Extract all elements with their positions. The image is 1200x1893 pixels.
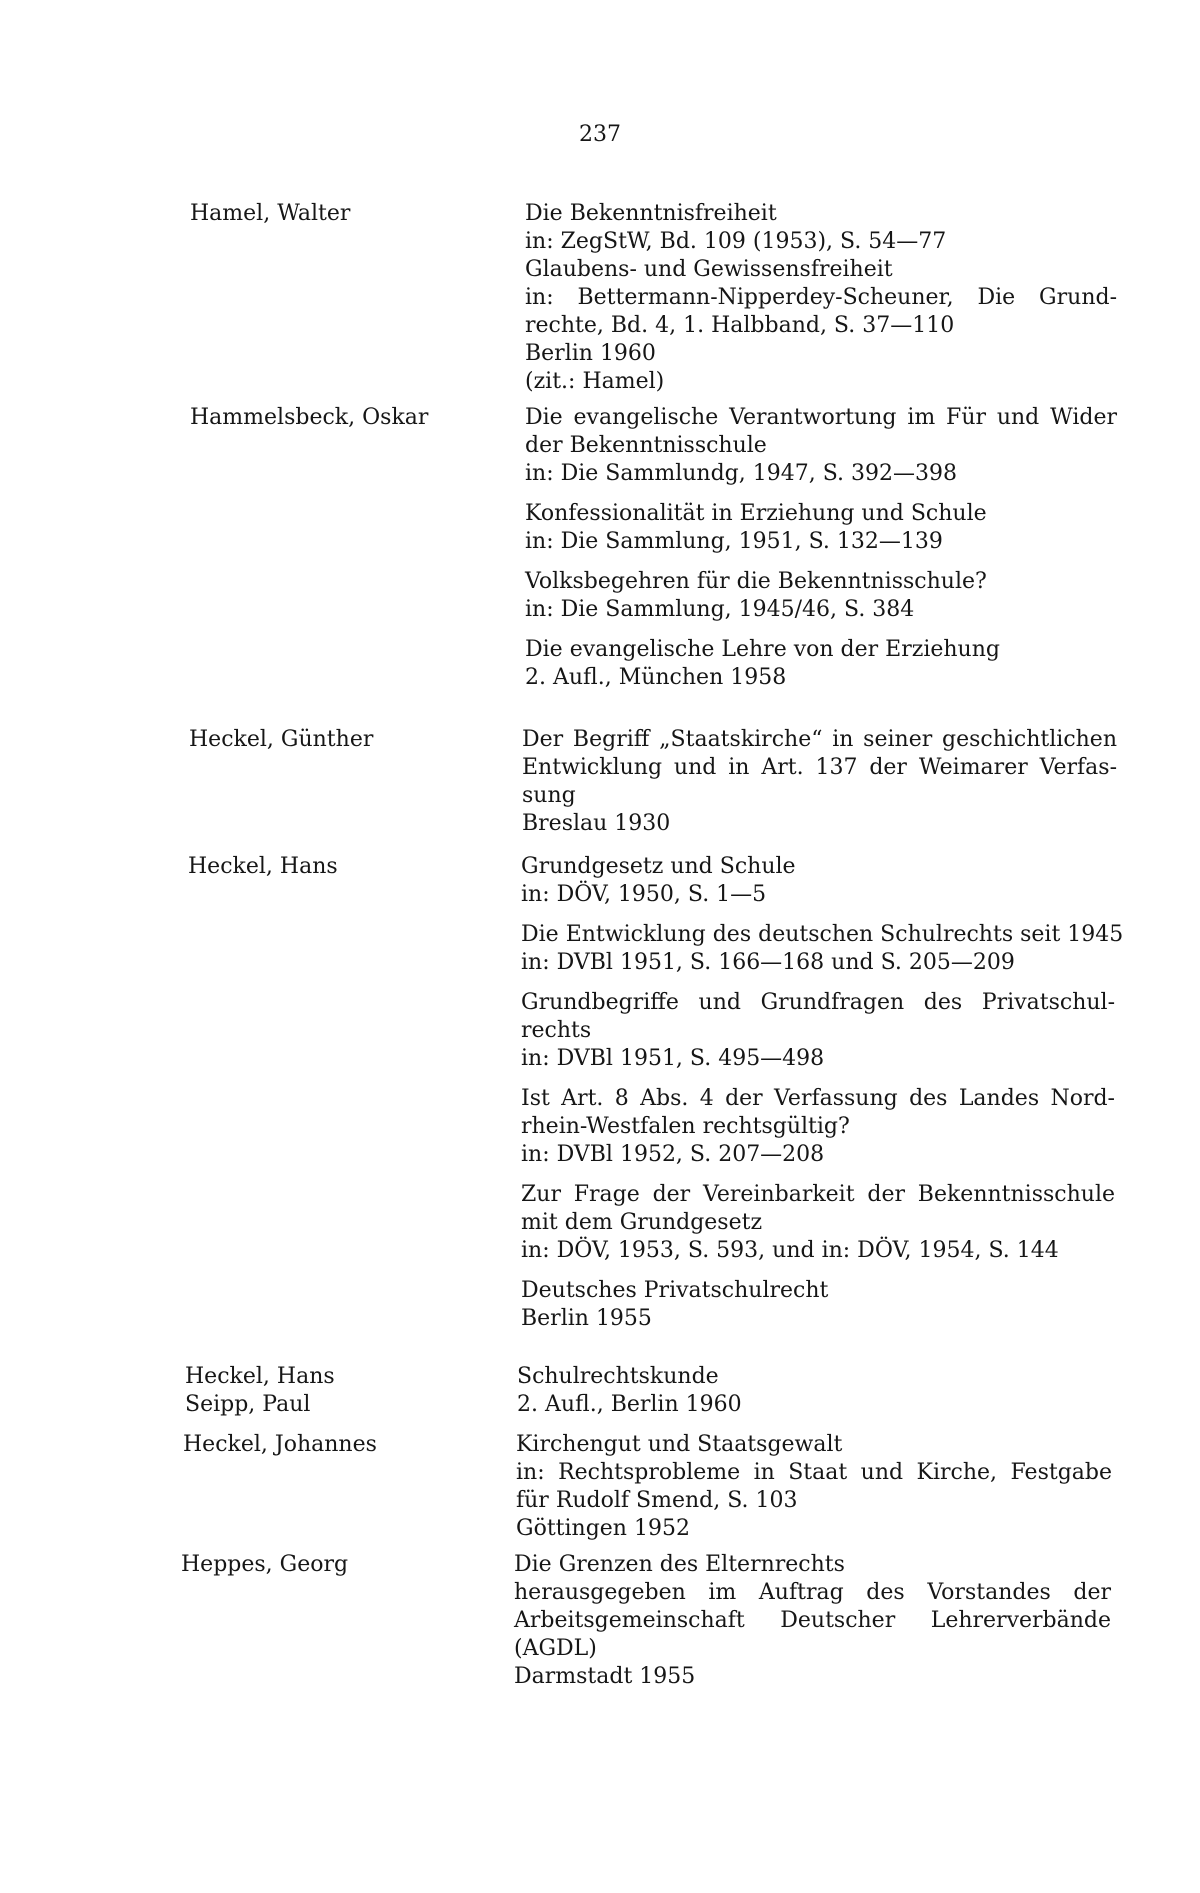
work-list	[525, 200, 1117, 408]
work-citation	[514, 1551, 1111, 1691]
citation-line: in: Bettermann-Nipperdey-Scheuner, Die Grund-	[525, 285, 1117, 310]
citation-line: in: Die Sammlung, 1951, S. 132—139	[525, 529, 943, 554]
work-list	[522, 726, 1117, 850]
author-name	[183, 1431, 377, 1459]
author-name	[188, 853, 338, 881]
work-citation	[521, 853, 1115, 909]
citation-line: Schulrechtskunde	[517, 1364, 719, 1389]
work-citation	[521, 921, 1124, 977]
citation-line: Die Grenzen des Elternrechts	[514, 1552, 845, 1577]
citation-line: Darmstadt 1955	[514, 1664, 696, 1689]
work-list	[517, 1363, 1112, 1431]
citation-line: Berlin 1960	[525, 341, 656, 366]
citation-line: Volksbegehren für die Bekenntnisschule?	[525, 569, 987, 594]
work-citation	[521, 989, 1115, 1073]
citation-line: rechts	[521, 1018, 592, 1043]
citation-line: herausgegeben im Auftrag des Vorstandes der	[514, 1580, 1111, 1605]
citation-line: Konfessionalität in Erziehung und Schule	[525, 501, 987, 526]
author-line: Heckel, Johannes	[183, 1432, 377, 1457]
citation-line: Entwicklung und in Art. 137 der Weimarer Verfas-	[522, 755, 1117, 780]
work-citation	[517, 1363, 1112, 1419]
citation-line: 2. Aufl., Berlin 1960	[517, 1392, 742, 1417]
author-line: Heckel, Hans	[185, 1364, 335, 1389]
author-line: Heppes, Georg	[181, 1552, 349, 1577]
citation-line: in: DVBl 1951, S. 166—168 und S. 205—209	[521, 950, 1015, 975]
page-number: 237	[579, 122, 621, 147]
citation-line: Die Bekenntnisfreiheit	[525, 201, 777, 226]
citation-line: in: ZegStW, Bd. 109 (1953), S. 54—77	[525, 229, 947, 254]
citation-line: Ist Art. 8 Abs. 4 der Verfassung des Landes Nord-	[521, 1086, 1115, 1111]
citation-line: in: DÖV, 1953, S. 593, und in: DÖV, 1954, S. 144	[521, 1238, 1059, 1263]
author-name	[181, 1551, 348, 1579]
citation-line: Der Begriff „Staatskirche“ in seiner geschichtlichen	[522, 727, 1117, 752]
work-list	[516, 1431, 1112, 1555]
work-citation	[522, 726, 1117, 838]
citation-line: Deutsches Privatschulrecht	[521, 1278, 829, 1303]
author-line: Hammelsbeck, Oskar	[190, 405, 429, 430]
work-citation	[525, 200, 1117, 396]
author-name	[189, 726, 373, 754]
citation-line: in: DÖV, 1950, S. 1—5	[521, 882, 767, 907]
citation-line: Grundgesetz und Schule	[521, 854, 796, 879]
citation-line: Berlin 1955	[521, 1306, 652, 1331]
citation-line: in: Die Sammlundg, 1947, S. 392—398	[525, 461, 957, 486]
work-citation	[525, 404, 1117, 488]
author-line: Heckel, Hans	[188, 854, 338, 879]
citation-line: in: DVBl 1951, S. 495—498	[521, 1046, 825, 1071]
work-list	[525, 404, 1117, 704]
citation-line: sung	[522, 783, 576, 808]
citation-line: rechte, Bd. 4, 1. Halbband, S. 37—110	[525, 313, 955, 338]
citation-line: 2. Aufl., München 1958	[525, 665, 787, 690]
work-citation	[525, 568, 1117, 624]
work-list	[514, 1551, 1111, 1703]
citation-line: Die Entwicklung des deutschen Schulrechts seit 1945	[521, 922, 1124, 947]
citation-line: Göttingen 1952	[516, 1516, 690, 1541]
citation-line: Die evangelische Lehre von der Erziehung	[525, 637, 1000, 662]
work-list	[521, 853, 1124, 1345]
author-line: Seipp, Paul	[185, 1392, 311, 1417]
citation-line: Grundbegriffe und Grundfragen des Privatschul-	[521, 990, 1115, 1015]
work-citation	[525, 636, 1117, 692]
citation-line: in: DVBl 1952, S. 207—208	[521, 1142, 825, 1167]
author-name	[185, 1363, 335, 1419]
citation-line: in: Die Sammlung, 1945/46, S. 384	[525, 597, 915, 622]
work-citation	[521, 1277, 1115, 1333]
citation-line: in: Rechtsprobleme in Staat und Kirche, Festgabe	[516, 1460, 1112, 1485]
work-citation	[516, 1431, 1112, 1543]
citation-line: Kirchengut und Staatsgewalt	[516, 1432, 843, 1457]
work-citation	[521, 1181, 1115, 1265]
citation-line: für Rudolf Smend, S. 103	[516, 1488, 798, 1513]
citation-line: rhein-Westfalen rechtsgültig?	[521, 1114, 850, 1139]
author-line: Heckel, Günther	[189, 727, 374, 752]
citation-line: Die evangelische Verantwortung im Für und Wider	[525, 405, 1117, 430]
citation-line: Glaubens- und Gewissensfreiheit	[525, 257, 893, 282]
citation-line: (zit.: Hamel)	[525, 369, 665, 394]
citation-line: Breslau 1930	[522, 811, 671, 836]
author-name	[190, 404, 428, 432]
author-name	[190, 200, 350, 228]
citation-line: Zur Frage der Vereinbarkeit der Bekenntnisschule	[521, 1182, 1115, 1207]
citation-line: mit dem Grundgesetz	[521, 1210, 763, 1235]
author-line: Hamel, Walter	[190, 201, 351, 226]
citation-line: (AGDL)	[514, 1636, 597, 1661]
work-citation	[525, 500, 1117, 556]
citation-line: Arbeitsgemeinschaft Deutscher Lehrerverbände	[514, 1608, 1111, 1633]
citation-line: der Bekenntnisschule	[525, 433, 767, 458]
work-citation	[521, 1085, 1115, 1169]
